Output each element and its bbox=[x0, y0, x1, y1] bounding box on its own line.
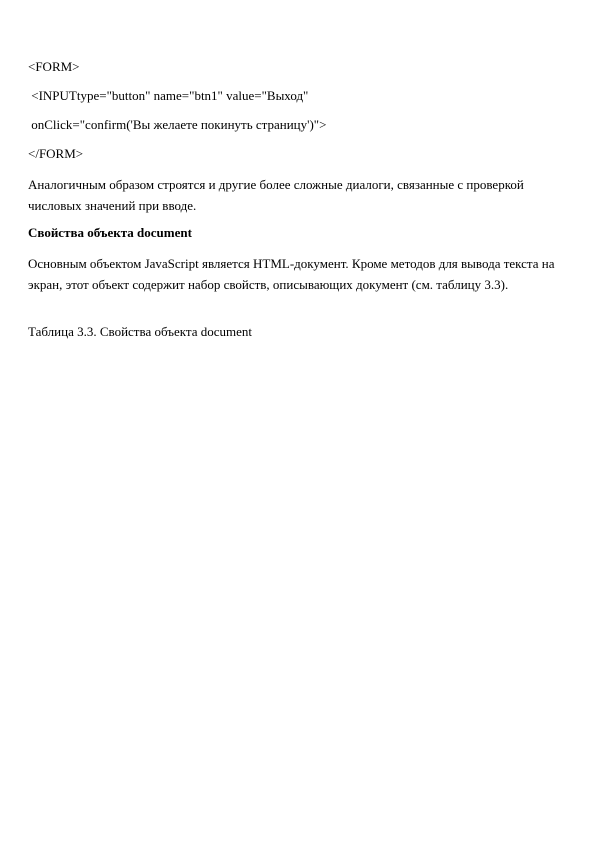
code-line-form-close: </FORM> bbox=[28, 146, 84, 161]
code-line-input: <INPUTtype="button" name="btn1" value="Выход" bbox=[28, 88, 309, 103]
table-caption: Таблица 3.3. Свойства объекта document bbox=[28, 324, 253, 339]
section-heading: Свойства объекта document bbox=[28, 225, 192, 240]
code-line-form-open: <FORM> bbox=[28, 59, 80, 74]
paragraph-dialogs: Аналогичным образом строятся и другие более сложные диалоги, связанные с проверкой числовых значений при вводе. bbox=[28, 177, 524, 213]
paragraph-document-object: Основным объектом JavaScript является HTML-документ. Кроме методов для вывода текста на экран, этот объект содержит набор свойств, описывающих документ (см. таблицу 3.3). bbox=[28, 256, 555, 292]
code-line-onclick: onClick="confirm('Вы желаете покинуть страницу')"> bbox=[28, 117, 327, 132]
